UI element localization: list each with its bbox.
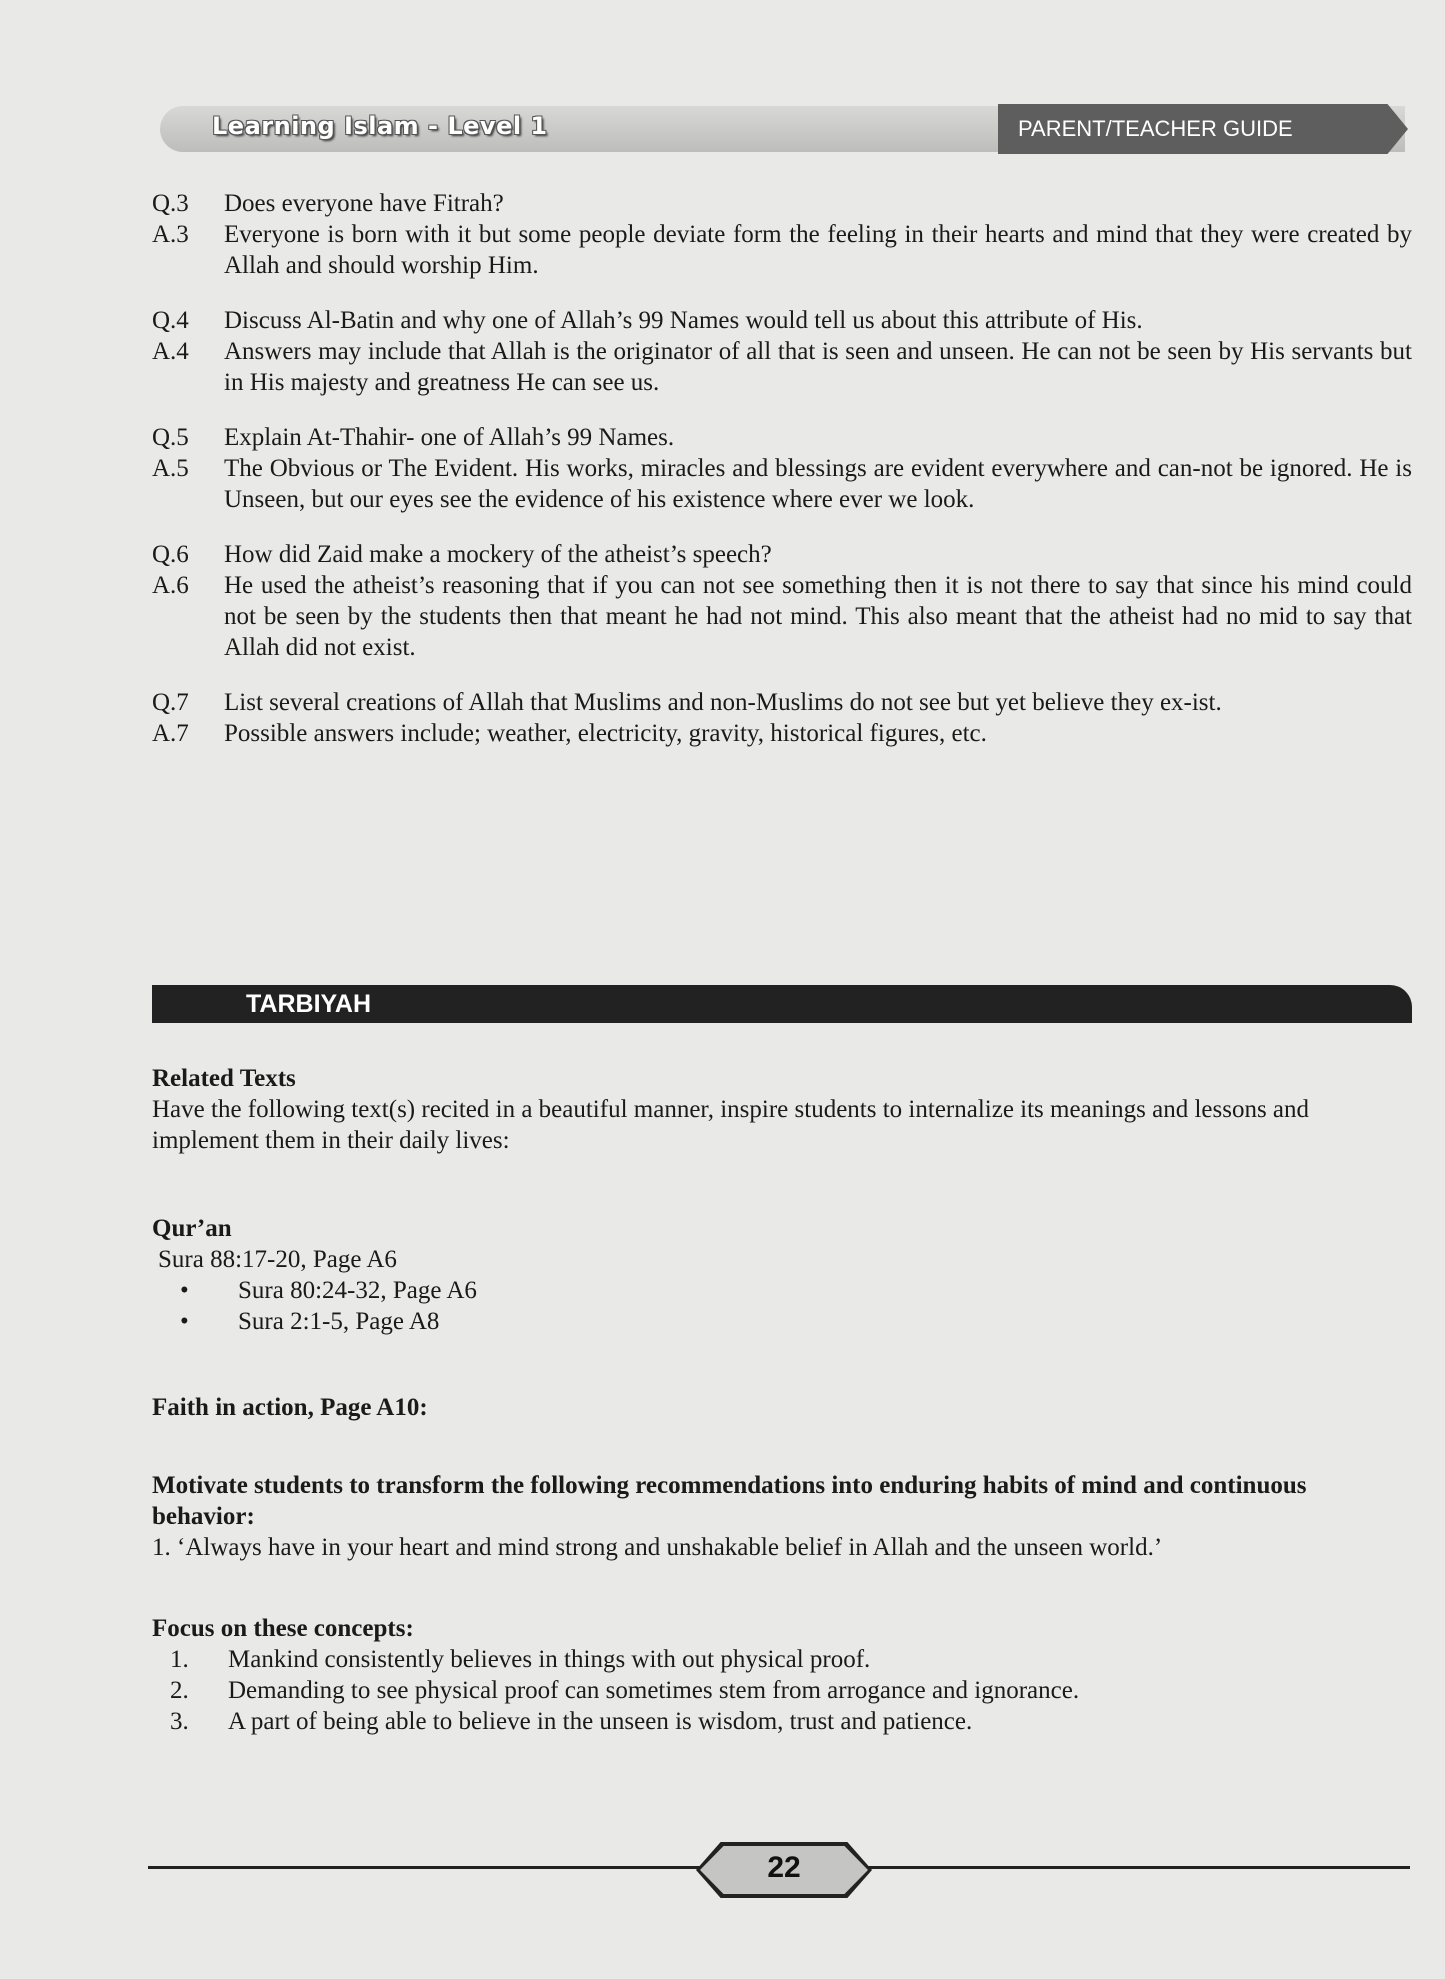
quran-heading: Qur’an: [152, 1215, 232, 1242]
guide-label: PARENT/TEACHER GUIDE: [1018, 116, 1293, 141]
tarbiyah-banner: [152, 985, 1412, 1023]
answer-label: A.3: [152, 221, 189, 248]
concept-text: Demanding to see physical proof can sometimes stem from arrogance and ignorance.: [228, 1677, 1080, 1704]
question-row: [152, 539, 1412, 570]
concept-item: [152, 1675, 1412, 1706]
question-row: [152, 422, 1412, 453]
related-texts-body: Have the following text(s) recited in a beautiful manner, inspire students to internalize its meanings and lessons and implement them in their daily lives:: [152, 1096, 1310, 1154]
bullet-icon: •: [180, 1308, 189, 1335]
page-header: [160, 100, 1415, 158]
motivate-heading: Motivate students to transform the following recommendations into enduring habits of mind and continuous behavior:: [152, 1472, 1307, 1530]
quran-reference: Sura 80:24-32, Page A6: [238, 1277, 477, 1304]
question-text: Does everyone have Fitrah?: [224, 190, 504, 217]
qa-item: [152, 305, 1412, 398]
concept-number: 2.: [170, 1677, 189, 1704]
question-row: [152, 188, 1412, 219]
related-texts-heading: Related Texts: [152, 1065, 296, 1092]
answer-text: Possible answers include; weather, electricity, gravity, historical figures, etc.: [224, 720, 987, 747]
answer-row: [152, 219, 1412, 281]
answer-text: The Obvious or The Evident. His works, miracles and blessings are evident everywhere and can-not be ignored. He is Unseen, but our eyes see the evidence of his existence where ever we look.: [224, 455, 1412, 513]
page-number: 22: [767, 1851, 801, 1884]
answer-text: He used the atheist’s reasoning that if you can not see something then it is not there to say that since his mind could not be seen by the students then that meant he had not mind. This also meant that the atheist had no mid to say that Allah did not exist.: [224, 572, 1412, 661]
answer-label: A.5: [152, 455, 189, 482]
related-texts-section: [152, 1063, 1412, 1156]
bullet-icon: •: [180, 1277, 189, 1304]
recommendation-text: 1. ‘Always have in your heart and mind strong and unshakable belief in Allah and the unseen world.’: [152, 1534, 1163, 1561]
answer-row: [152, 336, 1412, 398]
concept-text: A part of being able to believe in the unseen is wisdom, trust and patience.: [228, 1708, 973, 1735]
quran-reference: Sura 2:1-5, Page A8: [238, 1308, 440, 1335]
faith-in-action: Faith in action, Page A10:: [152, 1394, 428, 1421]
answer-text: Answers may include that Allah is the originator of all that is seen and unseen. He can not be seen by His servants but in His majesty and greatness He can see us.: [224, 338, 1412, 396]
motivate-section: [152, 1470, 1412, 1563]
answer-row: [152, 453, 1412, 515]
question-label: Q.4: [152, 307, 189, 334]
question-text: List several creations of Allah that Muslims and non-Muslims do not see but yet believe they ex-ist.: [224, 689, 1222, 716]
question-row: [152, 687, 1412, 718]
question-label: Q.6: [152, 541, 189, 568]
answer-row: [152, 718, 1412, 749]
question-label: Q.5: [152, 424, 189, 451]
answer-text: Everyone is born with it but some people deviate form the feeling in their hearts and mind that they were created by Allah and should worship Him.: [224, 221, 1412, 279]
concept-number: 1.: [170, 1646, 189, 1673]
quran-bullet: [152, 1306, 1412, 1337]
answer-row: [152, 570, 1412, 663]
question-label: Q.7: [152, 689, 189, 716]
tarbiyah-title: TARBIYAH: [246, 990, 372, 1018]
question-row: [152, 305, 1412, 336]
question-text: How did Zaid make a mockery of the atheist’s speech?: [224, 541, 772, 568]
qa-item: [152, 422, 1412, 515]
quran-bullet: [152, 1275, 1412, 1306]
book-title: Learning Islam - Level 1: [212, 112, 548, 140]
concept-text: Mankind consistently believes in things with out physical proof.: [228, 1646, 871, 1673]
focus-heading: Focus on these concepts:: [152, 1615, 414, 1642]
answer-label: A.4: [152, 338, 189, 365]
concept-item: [152, 1644, 1412, 1675]
question-label: Q.3: [152, 190, 189, 217]
qa-item: [152, 539, 1412, 663]
question-text: Discuss Al-Batin and why one of Allah’s 99 Names would tell us about this attribute of His.: [224, 307, 1143, 334]
focus-section: [152, 1613, 1412, 1737]
qa-item: [152, 687, 1412, 749]
answer-label: A.6: [152, 572, 189, 599]
qa-item: [152, 188, 1412, 281]
answer-label: A.7: [152, 720, 189, 747]
concept-item: [152, 1706, 1412, 1737]
concept-number: 3.: [170, 1708, 189, 1735]
quran-section: [152, 1213, 1412, 1337]
question-text: Explain At-Thahir- one of Allah’s 99 Names.: [224, 424, 675, 451]
qa-section: [152, 188, 1412, 773]
quran-main-reference: Sura 88:17-20, Page A6: [158, 1246, 397, 1273]
